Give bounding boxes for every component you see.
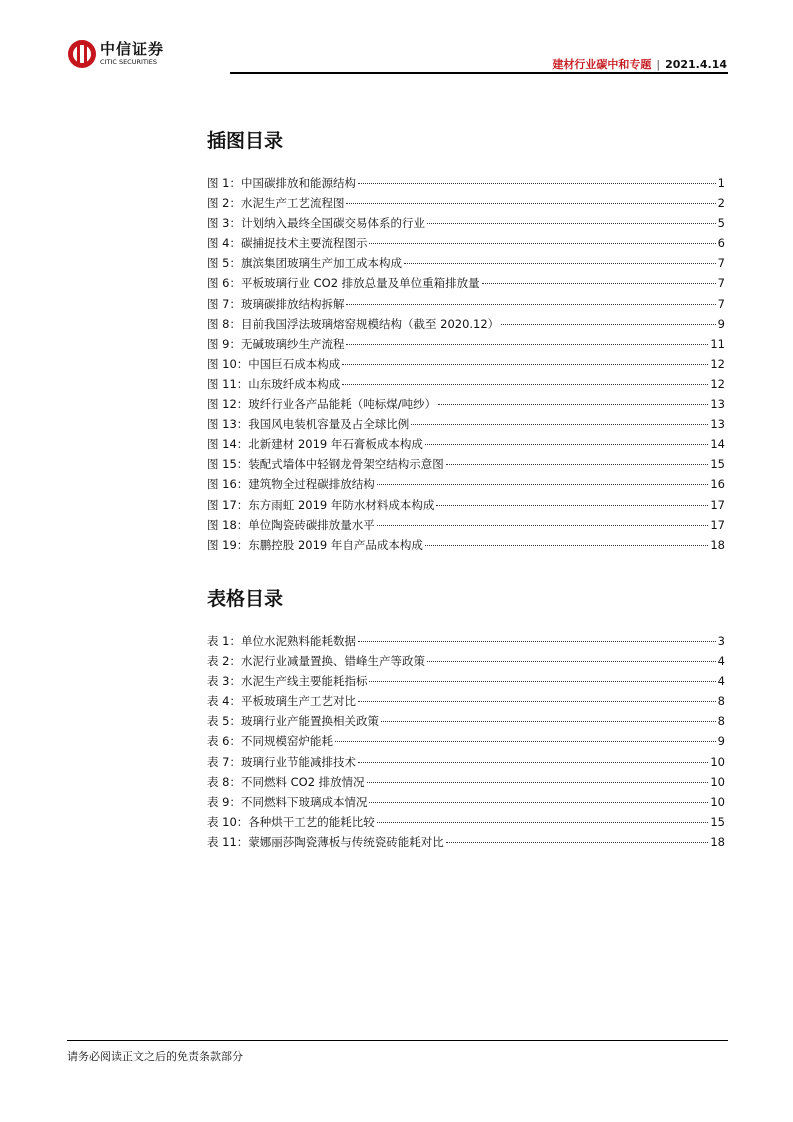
toc-entry-label: 图 12：玻纤行业各产品能耗（吨标煤/吨纱）	[207, 397, 437, 412]
toc-entry-page: 10	[710, 774, 725, 789]
toc-leader-dots	[358, 183, 716, 184]
toc-entry-page: 1	[717, 176, 725, 190]
toc-leader-dots	[346, 304, 715, 305]
toc-entry-label: 图 16：建筑物全过程碳排放结构	[207, 477, 375, 492]
toc-entry-page: 7	[717, 276, 725, 291]
toc-entry[interactable]	[207, 436, 725, 456]
toc-entry-page: 4	[717, 654, 725, 669]
toc-entry-page: 4	[717, 674, 725, 689]
toc-entry-label: 图 4：碳捕捉技术主要流程图示	[207, 236, 368, 251]
toc-entry-label: 表 1：单位水泥熟料能耗数据	[207, 634, 356, 648]
toc-leader-dots	[369, 802, 708, 803]
toc-entry[interactable]	[207, 497, 725, 517]
toc-entry-label: 图 15：装配式墙体中轻钢龙骨架空结构示意图	[207, 457, 444, 472]
toc-entry-label: 图 13：我国风电装机容量及占全球比例	[207, 417, 410, 432]
toc-leader-dots	[482, 283, 716, 284]
logo-cn: 中信证券	[100, 40, 165, 59]
toc-entry-page: 9	[717, 734, 725, 749]
toc-leader-dots	[346, 344, 708, 345]
toc-entry-page: 12	[710, 376, 725, 391]
toc-entry-page: 15	[710, 814, 725, 829]
tables-toc	[207, 633, 725, 854]
toc-entry-page: 14	[710, 437, 725, 452]
toc-leader-dots	[425, 444, 708, 445]
toc-leader-dots	[369, 681, 715, 682]
toc-entry-label: 表 9：不同燃料下玻璃成本情况	[207, 794, 368, 809]
toc-entry-page: 13	[710, 397, 725, 412]
toc-leader-dots	[427, 223, 716, 224]
toc-entry[interactable]	[207, 175, 725, 195]
toc-entry-label: 图 14：北新建材 2019 年石膏板成本构成	[207, 437, 423, 452]
toc-entry[interactable]	[207, 296, 725, 316]
toc-leader-dots	[358, 701, 716, 702]
toc-entry[interactable]	[207, 316, 725, 336]
toc-entry-page: 5	[717, 216, 725, 231]
toc-entry-page: 13	[710, 417, 725, 432]
toc-entry[interactable]	[207, 774, 725, 794]
toc-entry-page: 18	[710, 834, 725, 849]
toc-entry-page: 18	[710, 537, 725, 552]
toc-entry-label: 表 8：不同燃料 CO2 排放情况	[207, 774, 365, 789]
toc-entry-label: 图 11：山东玻纤成本构成	[207, 376, 341, 391]
toc-leader-dots	[358, 641, 716, 642]
toc-entry-page: 12	[710, 356, 725, 371]
toc-entry[interactable]	[207, 416, 725, 436]
header-rule	[230, 72, 728, 74]
header-separator: |	[656, 57, 661, 71]
toc-entry[interactable]	[207, 376, 725, 396]
toc-leader-dots	[377, 822, 709, 823]
toc-entry-page: 8	[717, 714, 725, 729]
toc-entry-label: 表 11：蒙娜丽莎陶瓷薄板与传统瓷砖能耗对比	[207, 834, 444, 849]
toc-leader-dots	[438, 404, 708, 405]
toc-entry-label: 图 7：玻璃碳排放结构拆解	[207, 296, 345, 311]
toc-entry-label: 图 1：中国碳排放和能源结构	[207, 176, 356, 190]
toc-entry[interactable]	[207, 754, 725, 774]
toc-entry-label: 图 2：水泥生产工艺流程图	[207, 196, 345, 211]
toc-leader-dots	[342, 364, 708, 365]
citic-logo	[68, 40, 164, 68]
toc-entry[interactable]	[207, 834, 725, 854]
toc-entry-page: 11	[710, 336, 725, 351]
footer-rule	[67, 1040, 728, 1041]
toc-entry-page: 8	[717, 694, 725, 709]
toc-leader-dots	[369, 243, 715, 244]
toc-entry-label: 表 7：玻璃行业节能减排技术	[207, 754, 356, 769]
toc-entry-page: 10	[710, 794, 725, 809]
toc-entry-label: 表 3：水泥生产线主要能耗指标	[207, 674, 368, 689]
toc-entry-label: 表 10：各种烘干工艺的能耗比较	[207, 814, 375, 829]
toc-entry-page: 7	[717, 296, 725, 311]
toc-entry[interactable]	[207, 653, 725, 673]
toc-leader-dots	[436, 505, 708, 506]
toc-entry[interactable]	[207, 235, 725, 255]
toc-entry-label: 图 17：东方雨虹 2019 年防水材料成本构成	[207, 497, 435, 512]
toc-entry-page: 16	[710, 477, 725, 492]
toc-entry[interactable]	[207, 275, 725, 295]
toc-entry[interactable]	[207, 693, 725, 713]
toc-entry-page: 17	[710, 497, 725, 512]
toc-entry-label: 图 3：计划纳入最终全国碳交易体系的行业	[207, 216, 425, 231]
toc-entry-label: 图 19：东鹏控股 2019 年自产品成本构成	[207, 537, 423, 552]
toc-leader-dots	[367, 782, 709, 783]
toc-entry[interactable]	[207, 356, 725, 376]
toc-entry-label: 图 18：单位陶瓷砖碳排放量水平	[207, 517, 375, 532]
toc-leader-dots	[335, 741, 716, 742]
toc-entry[interactable]	[207, 255, 725, 275]
toc-entry-label: 图 5：旗滨集团玻璃生产加工成本构成	[207, 256, 402, 271]
report-date: 2021.4.14	[665, 57, 727, 71]
toc-leader-dots	[381, 721, 716, 722]
toc-entry[interactable]	[207, 733, 725, 753]
toc-entry[interactable]	[207, 476, 725, 496]
toc-leader-dots	[358, 762, 708, 763]
toc-entry-label: 表 2：水泥行业减量置换、错峰生产等政策	[207, 654, 425, 669]
toc-entry[interactable]	[207, 633, 725, 653]
toc-entry[interactable]	[207, 517, 725, 537]
toc-entry-page: 15	[710, 457, 725, 472]
report-header	[552, 56, 727, 72]
toc-entry-label: 图 9：无碱玻璃纱生产流程	[207, 336, 345, 351]
report-topic: 建材行业碳中和专题	[552, 58, 652, 71]
toc-entry-label: 图 8：目前我国浮法玻璃熔窑规模结构（截至 2020.12）	[207, 316, 500, 331]
logo-en: CITIC SECURITIES	[100, 58, 158, 67]
toc-entry[interactable]	[207, 814, 725, 834]
toc-leader-dots	[446, 464, 709, 465]
tables-toc-title: 表格目录	[207, 588, 284, 610]
figures-toc-title: 插图目录	[207, 130, 284, 152]
toc-entry[interactable]	[207, 396, 725, 416]
toc-entry[interactable]	[207, 673, 725, 693]
toc-entry-page: 6	[717, 236, 725, 251]
toc-leader-dots	[346, 203, 715, 204]
toc-entry[interactable]	[207, 195, 725, 215]
toc-entry[interactable]	[207, 713, 725, 733]
toc-entry[interactable]	[207, 537, 725, 557]
toc-leader-dots	[377, 525, 709, 526]
toc-leader-dots	[342, 384, 708, 385]
citic-logo-icon	[68, 40, 96, 68]
toc-entry[interactable]	[207, 336, 725, 356]
toc-leader-dots	[404, 263, 716, 264]
toc-leader-dots	[501, 324, 715, 325]
toc-entry-page: 7	[717, 256, 725, 271]
toc-entry-page: 2	[717, 196, 725, 211]
toc-leader-dots	[446, 842, 709, 843]
toc-leader-dots	[425, 545, 708, 546]
toc-entry-label: 图 10：中国巨石成本构成	[207, 356, 341, 371]
toc-entry-label: 表 4：平板玻璃生产工艺对比	[207, 694, 356, 709]
toc-entry-page: 9	[717, 316, 725, 331]
toc-entry-page: 17	[710, 517, 725, 532]
toc-entry-page: 3	[717, 634, 725, 648]
toc-entry-label: 图 6：平板玻璃行业 CO2 排放总量及单位重箱排放量	[207, 276, 480, 291]
toc-entry[interactable]	[207, 456, 725, 476]
toc-entry-label: 表 5：玻璃行业产能置换相关政策	[207, 714, 379, 729]
toc-entry-label: 表 6：不同规模窑炉能耗	[207, 734, 333, 749]
toc-entry[interactable]	[207, 215, 725, 235]
toc-entry[interactable]	[207, 794, 725, 814]
figures-toc	[207, 175, 725, 557]
toc-entry-page: 10	[710, 754, 725, 769]
footer-disclaimer: 请务必阅读正文之后的免责条款部分	[67, 1050, 243, 1063]
toc-leader-dots	[377, 484, 709, 485]
toc-leader-dots	[427, 661, 716, 662]
toc-leader-dots	[411, 424, 708, 425]
